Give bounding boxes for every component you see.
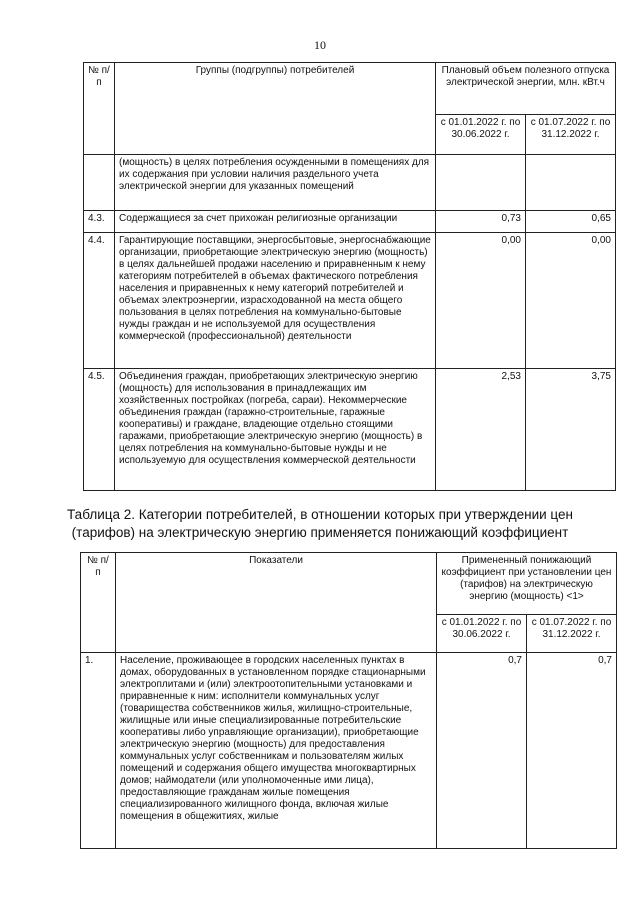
header-period-1: с 01.01.2022 г. по 30.06.2022 г. xyxy=(437,615,527,653)
row-num: 1. xyxy=(81,653,116,849)
row-num xyxy=(84,155,115,211)
table-row xyxy=(84,155,616,211)
row-num: 4.4. xyxy=(84,233,115,369)
page-number: 10 xyxy=(314,38,326,52)
header-num: № п/п xyxy=(81,553,116,653)
row-value-1: 0,7 xyxy=(437,653,527,849)
row-text: Содержащиеся за счет прихожан религиозные организации xyxy=(115,211,436,233)
header-indicators: Показатели xyxy=(116,553,437,653)
row-text: Объединения граждан, приобретающих электрическую энергию (мощность) для использования в принадлежащих им хозяйственных постройках (погреба, сараи). Некоммерческие объединения граждан (гаражно-строительные, гаражные кооперативы) и граждане, владеющие отдельно стоящими гаражами, приобретающие электрическую энергию (мощность) в целях потребления на коммунально-бытовые нужды и не используемую для осуществления коммерческой деятельности xyxy=(115,369,436,491)
row-text: Население, проживающее в городских населенных пунктах в домах, оборудованных в установленном порядке стационарными электроплитами и (или) электроотопительными установками и приравненные к ним: исполнители коммунальных услуг (товарищества собственников жилья, жилищно-строительные, жилищные или иные специализированные потребительские кооперативы либо управляющие организации), приобретающие электрическую энергию (мощность) для предоставления коммунальных услуг собственникам и пользователям жилых помещений и содержания общего имущества многоквартирных домов; наймодатели (или уполномоченные ими лица), предоставляющие гражданам жилые помещения специализированного жилищного фонда, включая жилые помещения в общежитиях, жилые xyxy=(116,653,437,849)
table-row xyxy=(84,233,616,369)
table-2-caption: Таблица 2. Категории потребителей, в отношении которых при утверждении цен (тарифов) на электрическую энергию применяется понижающий коэффициент xyxy=(67,507,573,540)
row-value-1: 2,53 xyxy=(436,369,526,491)
header-period-2: с 01.07.2022 г. по 31.12.2022 г. xyxy=(527,615,617,653)
row-value-2: 0,7 xyxy=(527,653,617,849)
row-text: Гарантирующие поставщики, энергосбытовые, энергоснабжающие организации, приобретающие электрическую энергию (мощность) в целях дальнейшей продажи населению и приравненным к нему категориям потребителей в объемах фактического потребления населения и приравненных к нему категорий потребителей и объемах электроэнергии, израсходованной на места общего пользования в целях потребления на коммунально-бытовые нужды граждан и не используемой для осуществления коммерческой (профессиональной) деятельности xyxy=(115,233,436,369)
row-num: 4.3. xyxy=(84,211,115,233)
header-groups: Группы (подгруппы) потребителей xyxy=(115,63,436,155)
table-row xyxy=(84,211,616,233)
row-value-1: 0,73 xyxy=(436,211,526,233)
row-num: 4.5. xyxy=(84,369,115,491)
header-period-1: с 01.01.2022 г. по 30.06.2022 г. xyxy=(436,115,526,155)
header-period-2: с 01.07.2022 г. по 31.12.2022 г. xyxy=(526,115,616,155)
row-value-2: 0,65 xyxy=(526,211,616,233)
row-value-1: 0,00 xyxy=(436,233,526,369)
table-volume xyxy=(83,62,616,491)
header-volume: Плановый объем полезного отпуска электрической энергии, млн. кВт.ч xyxy=(436,63,616,115)
row-text: (мощность) в целях потребления осужденными в помещениях для их содержания при условии наличия раздельного учета электрической энергии для указанных помещений xyxy=(115,155,436,211)
row-value-1 xyxy=(436,155,526,211)
table-coefficient xyxy=(80,552,617,849)
header-coefficient: Примененный понижающий коэффициент при установлении цен (тарифов) на электрическую энергию (мощность) <1> xyxy=(437,553,617,615)
row-value-2: 3,75 xyxy=(526,369,616,491)
table-row xyxy=(84,369,616,491)
header-num: № п/п xyxy=(84,63,115,155)
row-value-2 xyxy=(526,155,616,211)
table-row xyxy=(81,653,617,849)
row-value-2: 0,00 xyxy=(526,233,616,369)
